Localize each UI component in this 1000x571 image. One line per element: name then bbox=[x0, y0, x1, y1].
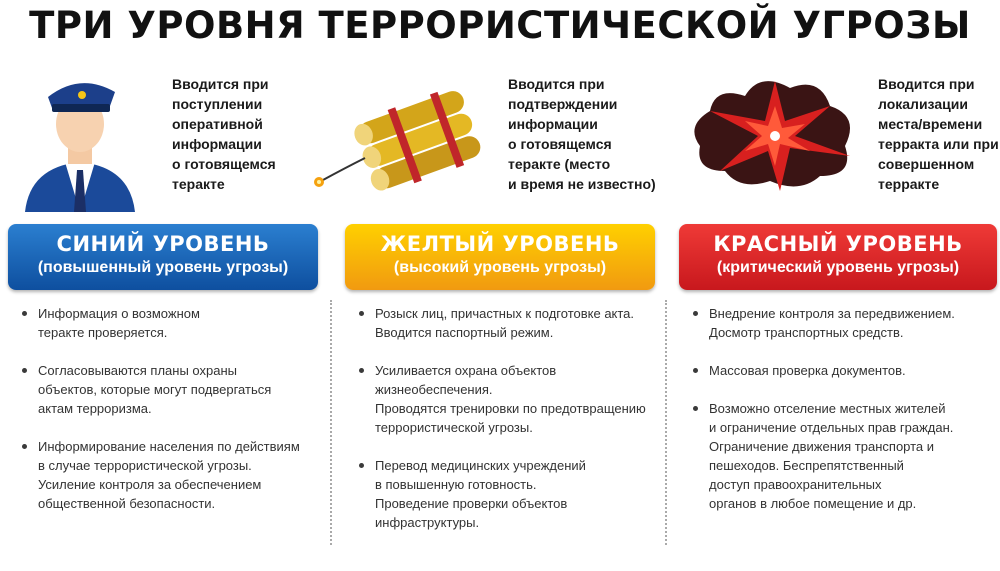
level-name: КРАСНЫЙ УРОВЕНЬ bbox=[713, 232, 963, 256]
yellow-level-column bbox=[345, 224, 655, 551]
list-item: Розыск лиц, причастных к подготовке акта. Вводится паспортный режим. bbox=[355, 304, 655, 342]
list-item: Массовая проверка документов. bbox=[689, 361, 997, 380]
level-subtitle: (критический уровень угрозы) bbox=[716, 259, 960, 276]
level-subtitle: (высокий уровень угрозы) bbox=[393, 259, 607, 276]
list-item: Усиливается охрана объектов жизнеобеспечения. Проводятся тренировки по предотвращению террористической угрозы. bbox=[355, 361, 655, 437]
list-item: Перевод медицинских учреждений в повышенную готовность. Проведение проверки объектов инфраструктуры. bbox=[355, 456, 655, 532]
list-item: Возможно отселение местных жителей и ограничение отдельных прав граждан. Ограничение движения транспорта и пешеходов. Беспрепятственный доступ правоохранительных органов в любое помещение и др. bbox=[689, 399, 997, 513]
red-level-intro: Вводится при локализации места/времени терракта или при совершенном терракте bbox=[878, 76, 999, 192]
level-name: СИНИЙ УРОВЕНЬ bbox=[56, 232, 270, 256]
level-subtitle: (повышенный уровень угрозы) bbox=[37, 259, 289, 276]
measures-list bbox=[345, 304, 655, 532]
page-title: ТРИ УРОВНЯ ТЕРРОРИСТИЧЕСКОЙ УГРОЗЫ bbox=[29, 4, 971, 47]
yellow-level-banner bbox=[345, 224, 655, 290]
red-level-column bbox=[679, 224, 997, 532]
level-name: ЖЕЛТЫЙ УРОВЕНЬ bbox=[380, 232, 620, 256]
list-item: Информирование населения по действиям в случае террористической угрозы. Усиление контроля за обеспечением общественной безопасности. bbox=[18, 437, 318, 513]
explosion-icon bbox=[680, 66, 870, 196]
dynamite-icon bbox=[305, 88, 485, 198]
measures-list bbox=[679, 304, 997, 513]
red-level-banner bbox=[679, 224, 997, 290]
police-officer-icon bbox=[20, 62, 140, 212]
yellow-level-intro: Вводится при подтверждении информации о готовящемся теракте (место и время не известно) bbox=[508, 76, 656, 192]
measures-list bbox=[8, 304, 318, 513]
list-item: Внедрение контроля за передвижением. Досмотр транспортных средств. bbox=[689, 304, 997, 342]
divider bbox=[665, 300, 667, 545]
list-item: Информация о возможном теракте проверяется. bbox=[18, 304, 318, 342]
list-item: Согласовываются планы охраны объектов, которые могут подвергаться актам терроризма. bbox=[18, 361, 318, 418]
blue-level-intro: Вводится при поступлении оперативной информации о готовящемся теракте bbox=[172, 76, 276, 192]
divider bbox=[330, 300, 332, 545]
blue-level-column bbox=[8, 224, 318, 532]
blue-level-banner bbox=[8, 224, 318, 290]
